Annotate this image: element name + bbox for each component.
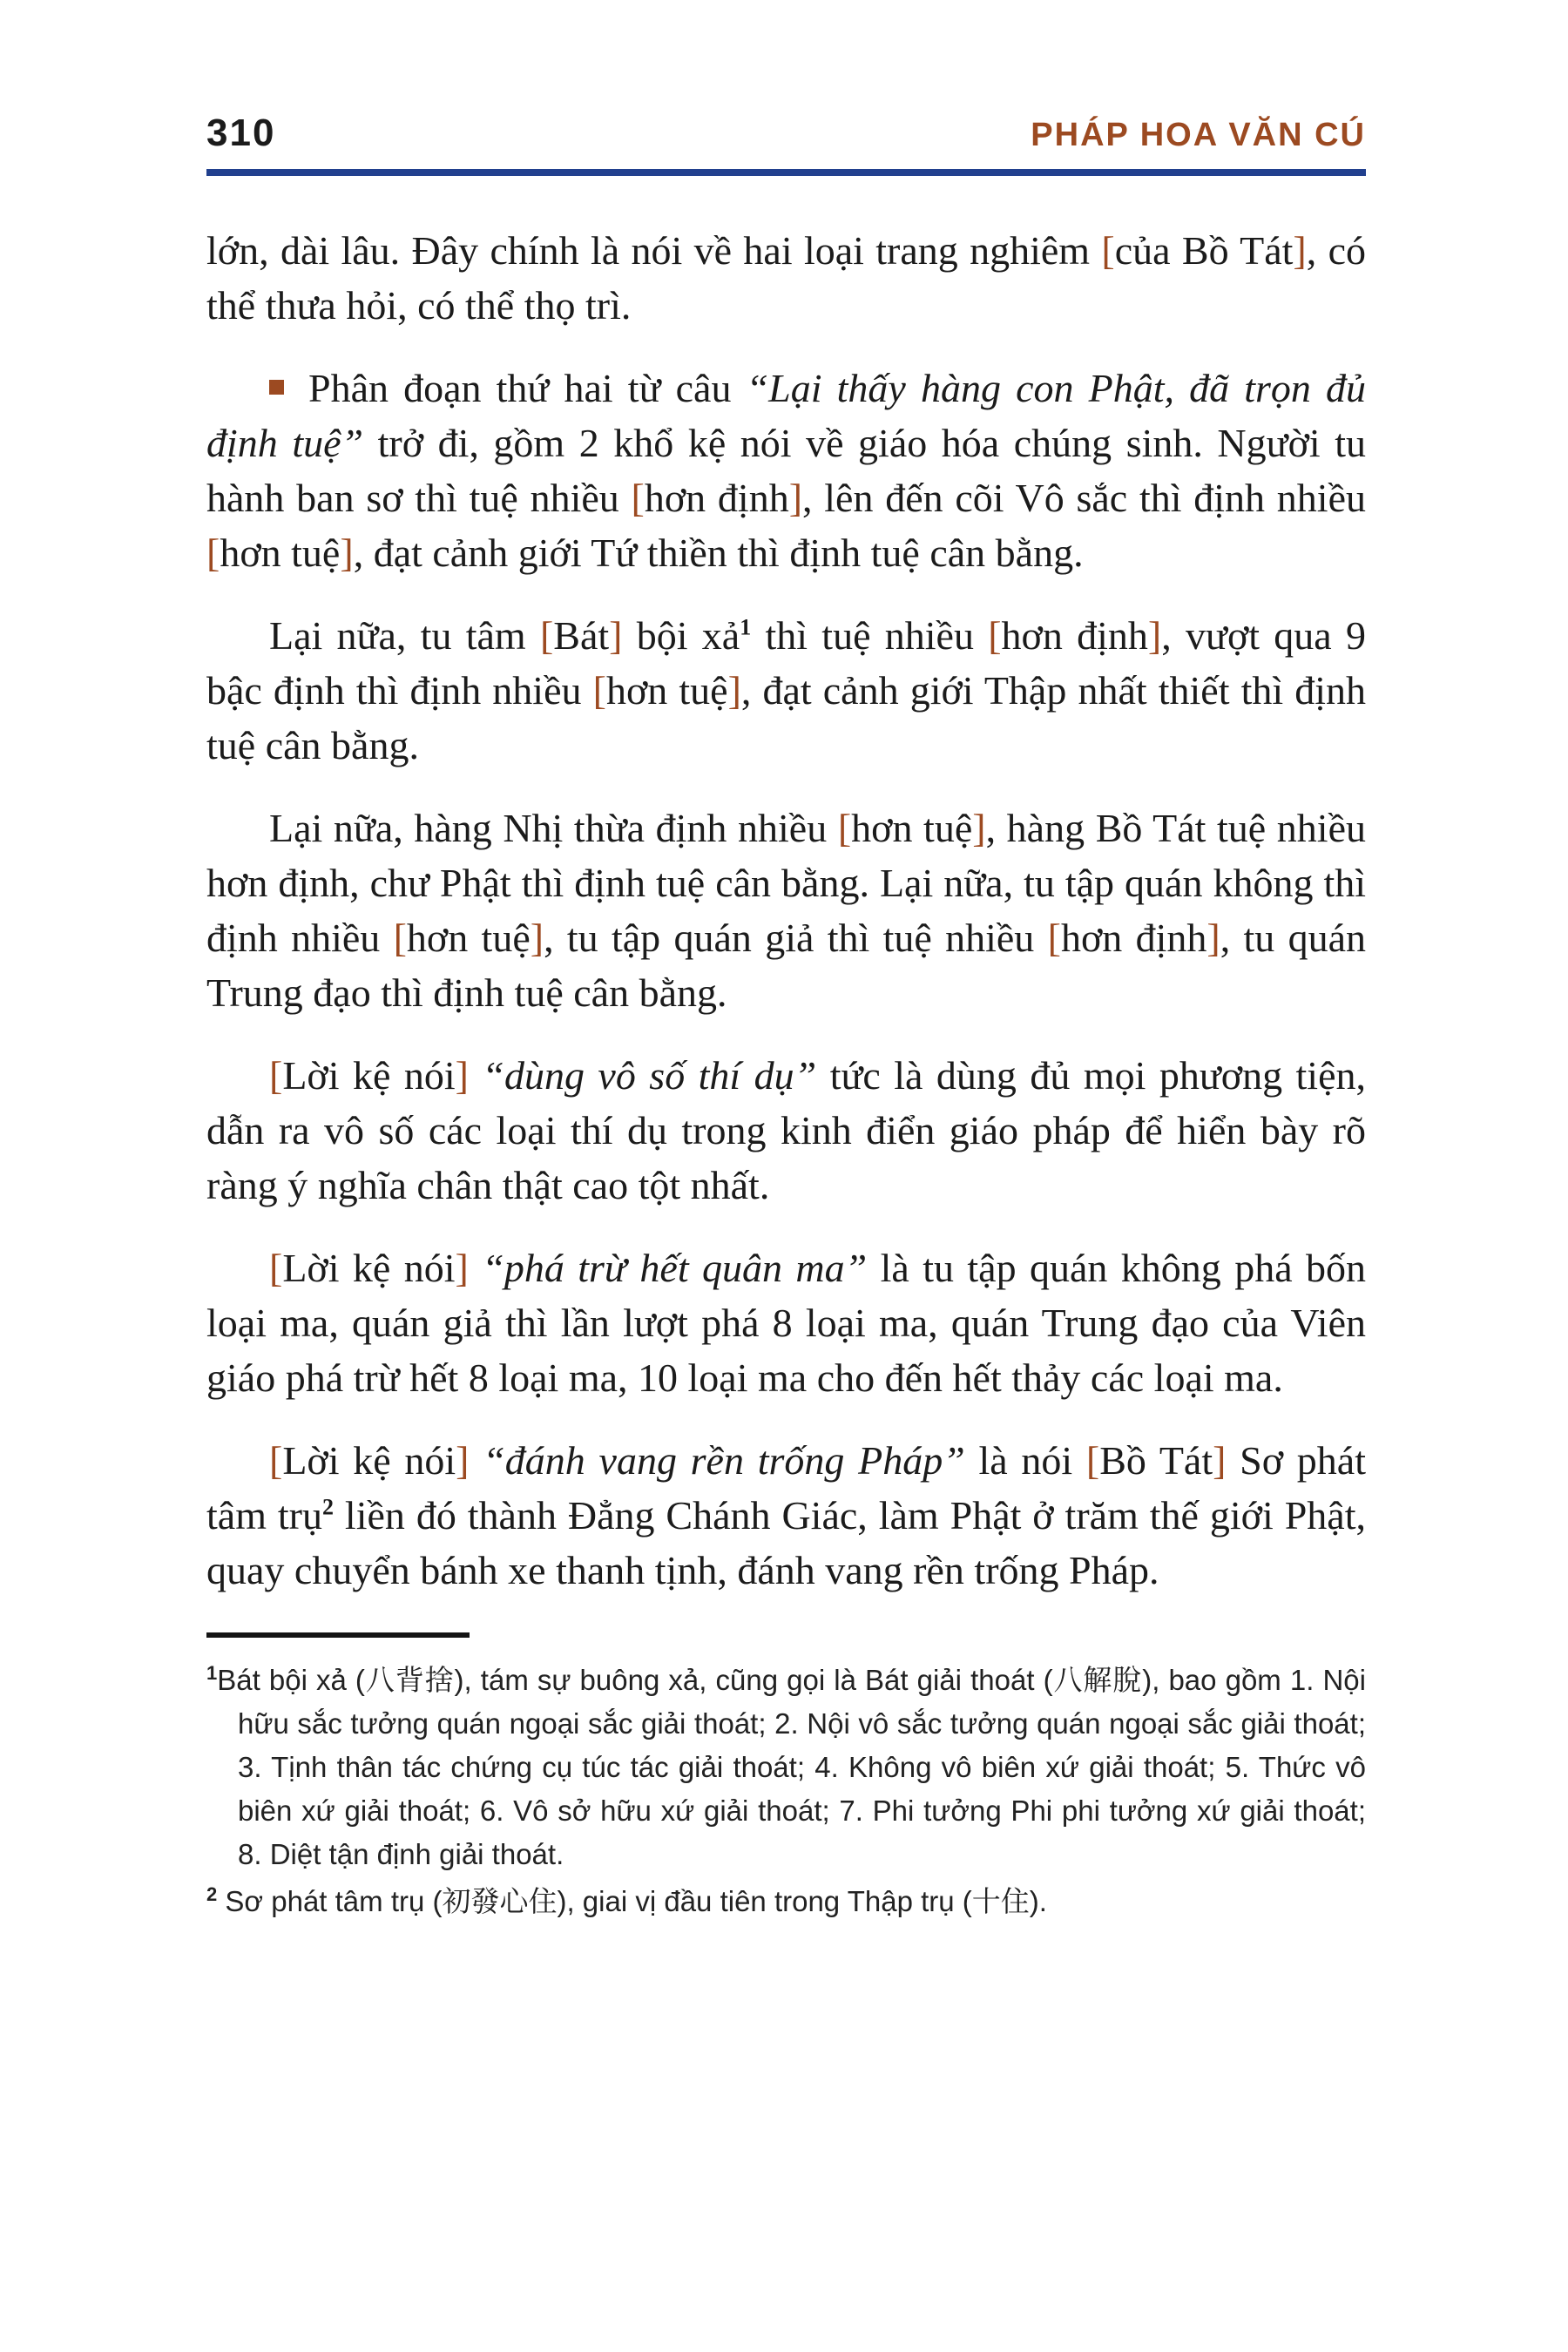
- text-segment: Bát: [553, 613, 610, 658]
- text-segment: là tu tập quán không phá bốn loại ma, quán giả thì lần lượt phá 8 loại ma, quán Trung đạo của Viên giáo phá trừ hết 8 loại ma, 10 loại ma cho đến hết thảy các loại ma.: [206, 1246, 1367, 1400]
- paragraph: [206, 801, 1366, 1020]
- text-segment: , lên đến cõi Vô sắc thì định nhiều: [802, 476, 1366, 520]
- text-segment: , có thể thưa hỏi, có thể thọ trì.: [206, 228, 1366, 328]
- editorial-bracket: [: [269, 1246, 283, 1290]
- quoted-verse: “đánh vang rền trống Pháp”: [483, 1438, 965, 1483]
- paragraph: [206, 608, 1366, 773]
- editorial-bracket: [: [1085, 1438, 1100, 1483]
- text-segment: , hàng Bồ Tát tuệ nhiều hơn định, chư Phật thì định tuệ cân bằng. Lại nữa, tu tập quán không thì định nhiều: [206, 806, 1367, 960]
- text-segment: , tu quán Trung đạo thì định tuệ cân bằng.: [206, 916, 1367, 1015]
- page-header: [206, 112, 1366, 155]
- header-rule: [206, 169, 1366, 176]
- editorial-bracket: [: [631, 476, 645, 520]
- editorial-bracket: ]: [455, 1246, 469, 1290]
- quoted-verse: “phá trừ hết quân ma”: [482, 1246, 868, 1290]
- text-segment: hơn tuệ: [605, 668, 728, 713]
- text-segment: , tu tập quán giả thì tuệ nhiều: [544, 916, 1048, 960]
- text-segment: hơn tuệ: [220, 531, 341, 575]
- paragraph: [206, 361, 1366, 580]
- editorial-bracket: [: [393, 916, 407, 960]
- editorial-bracket: [: [592, 668, 606, 713]
- text-segment: [469, 1053, 482, 1098]
- running-title: PHÁP HOA VĂN CÚ: [1031, 117, 1366, 153]
- footnote-marker: 1: [206, 1662, 218, 1684]
- editorial-bracket: [: [837, 806, 852, 850]
- editorial-bracket: ]: [1206, 916, 1220, 960]
- text-segment: Sơ phát tâm trụ: [206, 1438, 1366, 1538]
- editorial-bracket: ]: [456, 1438, 470, 1483]
- text-segment: Bồ Tát: [1099, 1438, 1213, 1483]
- text-segment: Phân đoạn thứ hai từ câu: [308, 366, 747, 410]
- editorial-bracket: [: [1101, 228, 1115, 273]
- footnote-separator: [206, 1632, 470, 1638]
- editorial-bracket: [: [206, 531, 220, 575]
- footnote: [206, 1880, 1366, 1923]
- editorial-bracket: ]: [609, 613, 623, 658]
- text-segment: hơn tuệ: [406, 916, 531, 960]
- text-segment: [470, 1438, 483, 1483]
- text-segment: bội xả: [622, 613, 740, 658]
- paragraph: [206, 223, 1366, 333]
- paragraph: [206, 1240, 1366, 1405]
- footnotes: [206, 1659, 1366, 1923]
- text-segment: là nói: [964, 1438, 1086, 1483]
- text-segment: [469, 1246, 482, 1290]
- paragraph: [206, 1433, 1366, 1598]
- editorial-bracket: [: [1047, 916, 1061, 960]
- text-segment: Lời kệ nói: [282, 1438, 456, 1483]
- text-segment: Lời kệ nói: [282, 1246, 456, 1290]
- editorial-bracket: ]: [340, 531, 354, 575]
- text-segment: hơn định: [1001, 613, 1148, 658]
- text-segment: , đạt cảnh giới Thập nhất thiết thì định tuệ cân bằng.: [206, 668, 1367, 767]
- text-segment: liền đó thành Đẳng Chánh Giác, làm Phật ở trăm thế giới Phật, quay chuyển bánh xe thanh tịnh, đánh vang rền trống Pháp.: [206, 1493, 1366, 1592]
- editorial-bracket: ]: [530, 916, 544, 960]
- text-segment: hơn định: [644, 476, 789, 520]
- editorial-bracket: ]: [1293, 228, 1307, 273]
- superscript-ref: 1: [740, 614, 752, 640]
- editorial-bracket: [: [539, 613, 554, 658]
- editorial-bracket: ]: [1213, 1438, 1227, 1483]
- paragraph: [206, 1048, 1366, 1213]
- editorial-bracket: ]: [455, 1053, 469, 1098]
- footnote-text: Bát bội xả (八背捨), tám sự buông xả, cũng gọi là Bát giải thoát (八解脫), bao gồm 1. Nội hữu sắc tưởng quán ngoại sắc giải thoát; 2. Nội vô sắc tưởng quán ngoại sắc giải thoát; 3. Tịnh thân tác chứng cụ túc tác giải thoát; 4. Không vô biên xứ giải thoát; 5. Thức vô biên xứ giải thoát; 6. Vô sở hữu xứ giải thoát; 7. Phi tưởng Phi phi tưởng xứ giải thoát; 8. Diệt tận định giải thoát.: [217, 1664, 1366, 1870]
- page-number: 310: [206, 112, 276, 154]
- text-segment: thì tuệ nhiều: [751, 613, 989, 658]
- editorial-bracket: [: [269, 1053, 283, 1098]
- footnote: [206, 1659, 1366, 1876]
- text-segment: lớn, dài lâu. Đây chính là nói về hai loại trang nghiêm: [206, 228, 1102, 273]
- editorial-bracket: ]: [788, 476, 803, 520]
- square-bullet-icon: [269, 380, 284, 395]
- text-segment: của Bồ Tát: [1114, 228, 1294, 273]
- text-segment: Lại nữa, tu tâm: [269, 613, 540, 658]
- quoted-verse: “Lại thấy hàng con Phật, đã trọn đủ định tuệ”: [206, 366, 1367, 465]
- footnote-marker: 2: [206, 1883, 218, 1905]
- editorial-bracket: ]: [727, 668, 741, 713]
- page-content: [206, 112, 1366, 1923]
- editorial-bracket: [: [988, 613, 1002, 658]
- text-segment: tức là dùng đủ mọi phương tiện, dẫn ra vô số các loại thí dụ trong kinh điển giáo pháp để hiển bày rõ ràng ý nghĩa chân thật cao tột nhất.: [206, 1053, 1367, 1207]
- editorial-bracket: ]: [1147, 613, 1162, 658]
- editorial-bracket: ]: [972, 806, 986, 850]
- editorial-bracket: [: [269, 1438, 283, 1483]
- text-segment: , đạt cảnh giới Tứ thiền thì định tuệ cân bằng.: [353, 531, 1084, 575]
- text-segment: Lời kệ nói: [282, 1053, 456, 1098]
- body-text: [206, 223, 1366, 1598]
- text-segment: Lại nữa, hàng Nhị thừa định nhiều: [269, 806, 838, 850]
- text-segment: , vượt qua 9 bậc định thì định nhiều: [206, 613, 1366, 713]
- quoted-verse: “dùng vô số thí dụ”: [482, 1053, 817, 1098]
- superscript-ref: 2: [322, 1494, 334, 1520]
- text-segment: hơn tuệ: [851, 806, 973, 850]
- footnote-text: Sơ phát tâm trụ (初發心住), giai vị đầu tiên trong Thập trụ (十住).: [217, 1885, 1047, 1917]
- text-segment: trở đi, gồm 2 khổ kệ nói về giáo hóa chúng sinh. Người tu hành ban sơ thì tuệ nhiều: [206, 421, 1366, 520]
- text-segment: hơn định: [1060, 916, 1207, 960]
